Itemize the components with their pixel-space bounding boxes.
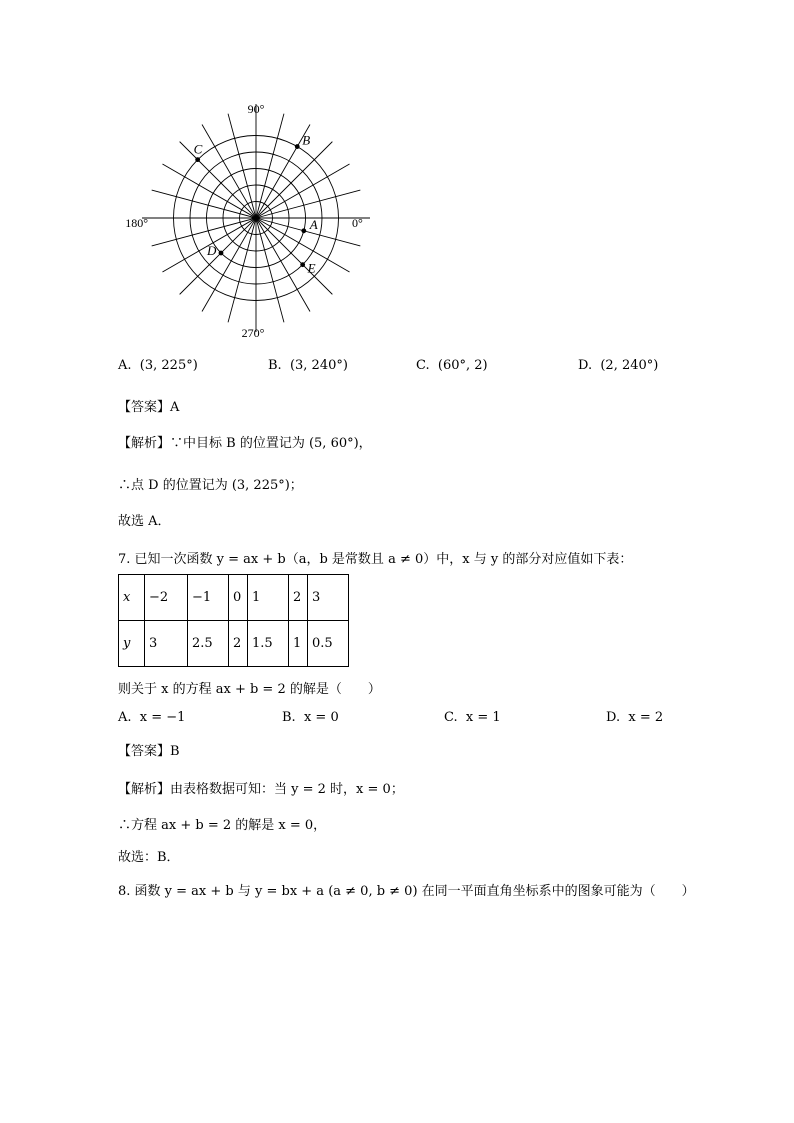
- point-a-label: A: [309, 216, 318, 232]
- table-row-x: [119, 575, 349, 621]
- table-cell: 3: [145, 621, 188, 667]
- polar-ray: [256, 218, 284, 322]
- label-180: 180°: [125, 216, 148, 230]
- q7-analysis-line2: ∴方程 ax + b = 2 的解是 x = 0，: [118, 818, 327, 833]
- point-c-label: C: [193, 141, 203, 157]
- polar-ray: [152, 190, 256, 218]
- q7-conclusion: 故选：B．: [118, 850, 180, 865]
- q7-question: 则关于 x 的方程 ax + b = 2 的解是（ ）: [118, 682, 381, 697]
- point-d-label: D: [207, 243, 217, 258]
- q8-stem: 8. 函数 y = ax + b 与 y = bx + a (a ≠ 0, b ≠ 0) 在同一平面直角坐标系中的图象可能为（ ）: [118, 884, 695, 899]
- q6-option-d: D. (2, 240°): [578, 358, 659, 373]
- polar-ray: [202, 124, 256, 218]
- table-cell: 2.5: [188, 621, 229, 667]
- polar-ray: [202, 218, 256, 312]
- point-b-label: B: [302, 132, 311, 148]
- q6-analysis-line2: ∴点 D 的位置记为 (3, 225°)；: [118, 478, 303, 493]
- table-header-y: y: [119, 621, 145, 667]
- polar-ray: [228, 114, 256, 218]
- point-d-dot: [219, 251, 224, 256]
- polar-rays: [142, 104, 370, 332]
- table-cell: 1.5: [248, 621, 289, 667]
- q7-option-a: A. x = −1: [118, 710, 186, 725]
- q6-analysis-line1: 【解析】∵中目标 B 的位置记为 (5, 60°)，: [118, 436, 372, 451]
- q6-conclusion: 故选 A．: [118, 514, 171, 529]
- polar-ray: [256, 218, 360, 246]
- table-cell: 3: [308, 575, 349, 621]
- table-cell: 0.5: [308, 621, 349, 667]
- polar-ray: [256, 190, 360, 218]
- label-90: 90°: [247, 102, 265, 116]
- label-0: 0°: [352, 216, 363, 230]
- polar-ray: [256, 114, 284, 218]
- table-row-y: [119, 621, 349, 667]
- q7-stem: 7. 已知一次函数 y = ax + b（a，b 是常数且 a ≠ 0）中，x 与 y 的部分对应值如下表：: [118, 552, 633, 567]
- q6-option-b: B. (3, 240°): [268, 358, 348, 373]
- table-cell: 2: [229, 621, 248, 667]
- q7-answer: 【答案】B: [118, 744, 180, 759]
- polar-coordinate-figure: [114, 96, 394, 346]
- q7-analysis-line1: 【解析】由表格数据可知：当 y = 2 时，x = 0；: [118, 782, 404, 797]
- label-270: 270°: [241, 326, 265, 340]
- q7-option-b: B. x = 0: [282, 710, 339, 725]
- q6-option-a: A. (3, 225°): [118, 358, 198, 373]
- table-cell: 1: [289, 621, 308, 667]
- q7-value-table: [118, 574, 349, 667]
- table-cell: −1: [188, 575, 229, 621]
- table-header-x: x: [119, 575, 145, 621]
- point-e-label: E: [307, 260, 316, 276]
- polar-ray: [152, 218, 256, 246]
- table-cell: 0: [229, 575, 248, 621]
- table-cell: 2: [289, 575, 308, 621]
- q7-option-c: C. x = 1: [444, 710, 501, 725]
- q6-answer: 【答案】A: [118, 400, 180, 415]
- polar-ray: [162, 164, 256, 218]
- point-a-dot: [301, 228, 306, 233]
- table-cell: −2: [145, 575, 188, 621]
- table-cell: 1: [248, 575, 289, 621]
- point-b-dot: [295, 144, 300, 149]
- q6-option-c: C. (60°, 2): [416, 358, 488, 373]
- point-e-dot: [300, 262, 305, 267]
- q7-option-d: D. x = 2: [606, 710, 664, 725]
- polar-ray: [256, 164, 350, 218]
- polar-ray: [228, 218, 256, 322]
- point-c-dot: [195, 157, 200, 162]
